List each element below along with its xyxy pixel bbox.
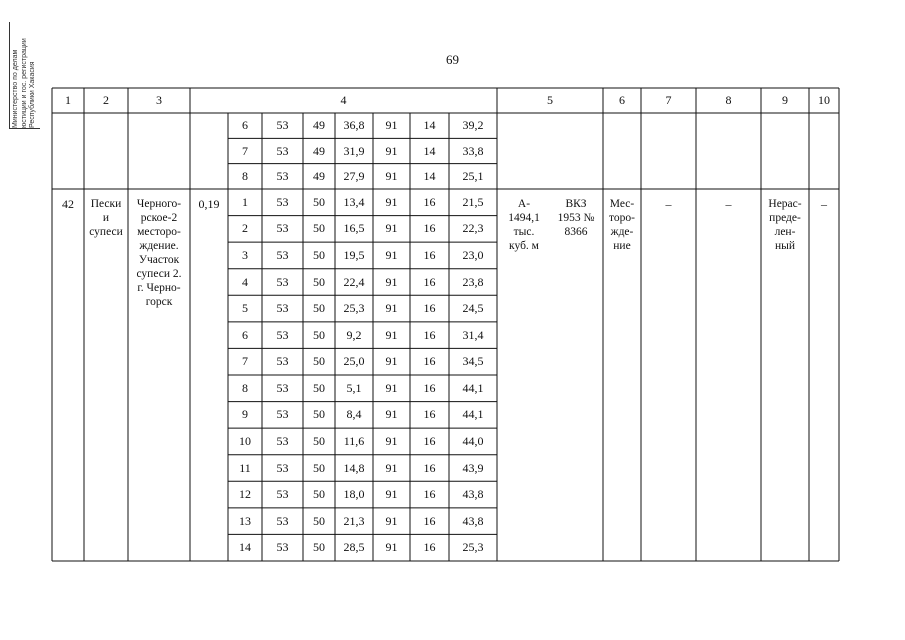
license-status-line: Нерас-	[768, 198, 802, 210]
record-cell: 16	[423, 380, 436, 395]
record-cell: 91	[385, 354, 398, 369]
record-cell: 11,6	[343, 433, 365, 448]
record-cell: 91	[385, 407, 398, 422]
record-cell: 91	[385, 301, 398, 316]
col10-value: –	[821, 197, 827, 211]
record-cell: 24,5	[462, 301, 484, 316]
record-cell: 53	[276, 487, 289, 502]
continuation-cell: 49	[313, 168, 325, 183]
record-cell: 50	[313, 327, 325, 342]
record-cell: 31,4	[462, 327, 484, 342]
stamp-line: юстиции и гос. регистрации	[20, 38, 28, 128]
record-cell: 50	[313, 354, 325, 369]
record-cell: 91	[385, 247, 398, 262]
record-cell: 9	[242, 407, 248, 422]
record-cell: 16	[423, 221, 436, 236]
record-cell: 16	[423, 487, 436, 502]
license-status	[761, 197, 809, 397]
record-cell: 13,4	[343, 194, 365, 209]
continuation-cell: 14	[423, 118, 436, 133]
record-cell: 3	[242, 247, 248, 262]
record-cell: 53	[276, 327, 289, 342]
record-cell: 34,5	[462, 354, 484, 369]
record-cell: 8	[242, 380, 248, 395]
record-cell: 50	[313, 540, 325, 555]
continuation-cell: 91	[385, 168, 398, 183]
record-cell: 16	[423, 274, 436, 289]
record-cell: 50	[313, 487, 325, 502]
record-cell: 28,5	[343, 540, 365, 555]
record-cell: 50	[313, 194, 325, 209]
header-col-7: 7	[665, 93, 672, 107]
reserves-line: 1494,1	[508, 212, 540, 224]
record-cell: 53	[276, 433, 289, 448]
record-cell: 50	[313, 513, 325, 528]
record-cell: 50	[313, 433, 325, 448]
record-cell: 16	[423, 407, 436, 422]
record-cell: 21,3	[343, 513, 365, 528]
header-col-8: 8	[725, 93, 732, 107]
record-cell: 22,4	[343, 274, 365, 289]
record-cell: 53	[276, 380, 289, 395]
record-cell: 53	[276, 407, 289, 422]
header-col-10: 10	[818, 93, 830, 107]
record-cell: 91	[385, 380, 398, 395]
record-cell: 91	[385, 327, 398, 342]
license-status-line: ный	[774, 240, 796, 252]
object-type	[603, 197, 641, 397]
record-cell: 53	[276, 247, 289, 262]
header-col-2: 2	[103, 93, 109, 107]
deposit-name-line: месторо-	[137, 226, 181, 238]
object-type-line: Мес-	[609, 198, 635, 210]
record-cell: 23,8	[462, 274, 484, 289]
record-cell: 8,4	[346, 407, 362, 422]
continuation-cell: 49	[313, 143, 325, 158]
record-cell: 44,0	[462, 433, 484, 448]
record-cell: 91	[385, 540, 398, 555]
deposit-name-line: ждение.	[139, 240, 179, 252]
continuation-cell: 53	[276, 168, 289, 183]
reserves-line: тыс.	[513, 226, 535, 238]
record-cell: 53	[276, 194, 289, 209]
record-cell: 25,3	[343, 301, 365, 316]
page-number: 69	[446, 52, 459, 67]
license-status-line: преде-	[769, 212, 801, 224]
record-cell: 53	[276, 221, 289, 236]
record-cell: 53	[276, 354, 289, 369]
record-cell: 50	[313, 274, 325, 289]
record-cell: 25,3	[462, 540, 484, 555]
resource-type-line: Пески	[90, 198, 122, 210]
continuation-cell: 91	[385, 118, 398, 133]
area-value: 0,19	[198, 197, 220, 211]
record-cell: 16	[423, 301, 436, 316]
approval-protocol-line: ВКЗ	[565, 198, 587, 210]
record-cell: 53	[276, 513, 289, 528]
record-cell: 23,0	[462, 247, 484, 262]
record-cell: 50	[313, 380, 325, 395]
record-cell: 50	[313, 247, 325, 262]
object-type-line: жде-	[610, 226, 634, 238]
record-cell: 25,0	[343, 354, 365, 369]
continuation-cell: 39,2	[462, 118, 484, 133]
record-cell: 16	[423, 194, 436, 209]
record-cell: 91	[385, 487, 398, 502]
object-type-line: ние	[613, 240, 631, 252]
record-cell: 14,8	[343, 460, 365, 475]
continuation-cell: 14	[423, 143, 436, 158]
continuation-cell: 53	[276, 143, 289, 158]
record-cell: 12	[239, 487, 251, 502]
record-cell: 16	[423, 354, 436, 369]
reserves-line: А-	[517, 198, 531, 210]
record-cell: 16	[423, 327, 436, 342]
record-cell: 22,3	[462, 221, 484, 236]
resource-type	[84, 197, 128, 397]
record-cell: 1	[242, 194, 248, 209]
continuation-cell: 6	[242, 118, 248, 133]
col8-value: –	[725, 197, 732, 211]
deposit-name-line: рское-2	[140, 212, 178, 224]
record-cell: 16	[423, 540, 436, 555]
record-cell: 91	[385, 513, 398, 528]
record-cell: 53	[276, 301, 289, 316]
record-cell: 2	[242, 221, 248, 236]
approval-protocol-line: 8366	[564, 226, 588, 238]
continuation-cell: 31,9	[343, 143, 365, 158]
record-cell: 50	[313, 301, 325, 316]
record-cell: 18,0	[343, 487, 365, 502]
record-cell: 50	[313, 460, 325, 475]
record-cell: 10	[239, 433, 251, 448]
continuation-cell: 14	[423, 168, 436, 183]
continuation-cell: 7	[242, 143, 248, 158]
record-cell: 53	[276, 274, 289, 289]
continuation-cell: 8	[242, 168, 248, 183]
continuation-cell: 36,8	[343, 118, 365, 133]
header-col-9: 9	[782, 93, 788, 107]
record-cell: 13	[239, 513, 251, 528]
record-cell: 43,8	[462, 513, 484, 528]
record-number: 42	[62, 197, 74, 211]
record-cell: 53	[276, 460, 289, 475]
col7-value: –	[665, 197, 672, 211]
resource-type-line: и	[102, 212, 110, 224]
record-cell: 14	[239, 540, 251, 555]
record-cell: 19,5	[343, 247, 365, 262]
record-cell: 16,5	[343, 221, 365, 236]
stamp-line: Республики Хакасия	[29, 61, 36, 128]
record-cell: 44,1	[462, 380, 484, 395]
record-cell: 11	[239, 460, 251, 475]
record-cell: 4	[242, 274, 248, 289]
header-col-4: 4	[340, 93, 347, 107]
record-cell: 91	[385, 433, 398, 448]
header-col-6: 6	[619, 93, 625, 107]
continuation-cell: 91	[385, 143, 398, 158]
record-cell: 91	[385, 274, 398, 289]
record-cell: 7	[242, 354, 248, 369]
record-cell: 50	[313, 407, 325, 422]
record-cell: 50	[313, 221, 325, 236]
header-col-3: 3	[156, 93, 162, 107]
stamp-line: Министерство по делам	[12, 49, 19, 128]
continuation-cell: 33,8	[462, 143, 484, 158]
approval-protocol-line: 1953 №	[557, 212, 595, 224]
record-cell: 16	[423, 513, 436, 528]
deposit-name	[128, 197, 190, 397]
deposit-name-line: супеси 2.	[136, 268, 182, 280]
record-cell: 16	[423, 247, 436, 262]
continuation-cell: 53	[276, 118, 289, 133]
record-cell: 21,5	[462, 194, 484, 209]
deposit-name-line: г. Черно-	[137, 282, 181, 294]
header-col-5: 5	[547, 93, 553, 107]
record-cell: 5	[242, 301, 248, 316]
record-cell: 91	[385, 221, 398, 236]
record-cell: 91	[385, 460, 398, 475]
continuation-cell: 27,9	[343, 168, 365, 183]
record-cell: 43,8	[462, 487, 484, 502]
record-cell: 9,2	[346, 327, 362, 342]
record-cell: 16	[423, 460, 436, 475]
approval-protocol	[549, 197, 603, 397]
reserves	[499, 197, 549, 397]
record-cell: 91	[385, 194, 398, 209]
deposit-name-line: Участок	[138, 254, 180, 266]
deposit-name-line: горск	[145, 296, 173, 308]
reserves-line: куб. м	[509, 240, 539, 252]
record-cell: 16	[423, 433, 436, 448]
object-type-line: торо-	[609, 212, 635, 224]
continuation-cell: 25,1	[462, 168, 484, 183]
record-cell: 5,1	[346, 380, 362, 395]
record-cell: 43,9	[462, 460, 484, 475]
record-cell: 53	[276, 540, 289, 555]
license-status-line: лен-	[774, 226, 796, 238]
header-col-1: 1	[65, 93, 71, 107]
resource-type-line: супеси	[89, 226, 123, 238]
record-cell: 6	[242, 327, 248, 342]
deposit-name-line: Черного-	[136, 198, 182, 210]
continuation-cell: 49	[313, 118, 325, 133]
record-cell: 44,1	[462, 407, 484, 422]
